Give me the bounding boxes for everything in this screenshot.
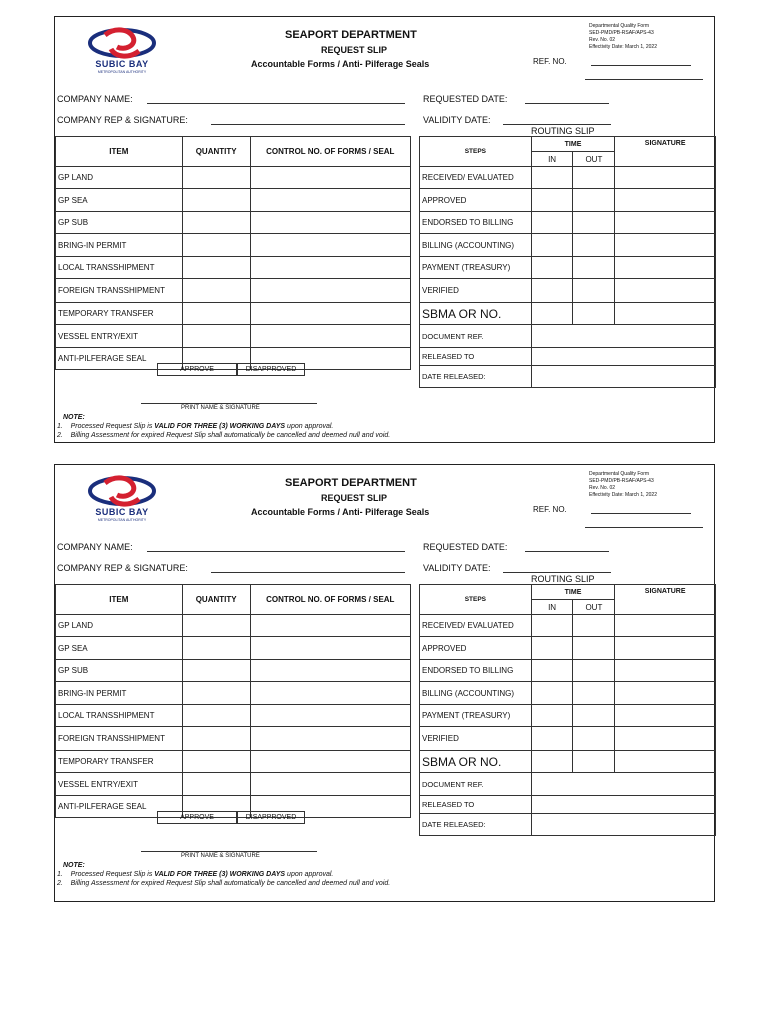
step-label: BILLING (ACCOUNTING) xyxy=(420,682,532,705)
form-meta-line: Rev. No. 02 xyxy=(589,485,616,491)
step-label: ENDORSED TO BILLING xyxy=(420,660,532,682)
ref-no-label: REF. NO. xyxy=(533,57,567,66)
item-name: GP SUB xyxy=(56,660,183,682)
step-value-cell[interactable] xyxy=(531,814,715,836)
quantity-cell[interactable] xyxy=(182,325,250,348)
time-in-cell[interactable] xyxy=(531,637,573,660)
step-label: SBMA OR NO. xyxy=(420,303,532,325)
step-label: DATE RELEASED: xyxy=(420,366,532,388)
quantity-header: QUANTITY xyxy=(182,585,250,615)
signature-cell[interactable] xyxy=(615,660,716,682)
item-name: GP LAND xyxy=(56,615,183,637)
routing-slip-label: ROUTING SLIP xyxy=(531,126,595,136)
item-name: BRING-IN PERMIT xyxy=(56,682,183,705)
step-label: VERIFIED xyxy=(420,279,532,303)
routing-slip-label: ROUTING SLIP xyxy=(531,574,595,584)
logo-subtext: METROPOLITAN AUTHORITY xyxy=(97,518,147,522)
time-out-cell[interactable] xyxy=(573,705,615,727)
step-label: PAYMENT (TREASURY) xyxy=(420,257,532,279)
notes-block xyxy=(57,413,390,440)
time-in-cell[interactable] xyxy=(531,751,573,773)
step-label: ENDORSED TO BILLING xyxy=(420,212,532,234)
note-2-number: 2. xyxy=(57,432,63,439)
time-out-cell[interactable] xyxy=(573,279,615,303)
item-name: BRING-IN PERMIT xyxy=(56,234,183,257)
company-rep-label: COMPANY REP & SIGNATURE: xyxy=(57,563,188,573)
time-in-cell[interactable] xyxy=(531,279,573,303)
control-no-cell[interactable] xyxy=(250,615,410,637)
signature-cell[interactable] xyxy=(615,727,716,751)
time-out-cell[interactable] xyxy=(573,167,615,189)
request-slip-2 xyxy=(54,464,715,902)
company-rep-field[interactable] xyxy=(211,572,405,573)
step-value-cell[interactable] xyxy=(531,325,715,348)
time-out-cell[interactable] xyxy=(573,212,615,234)
quantity-cell[interactable] xyxy=(182,615,250,637)
step-value-cell[interactable] xyxy=(531,348,715,366)
control-no-header: CONTROL NO. OF FORMS / SEAL xyxy=(250,585,410,615)
time-in-cell[interactable] xyxy=(531,212,573,234)
approve-button[interactable]: APPROVE xyxy=(157,811,237,824)
time-out-header: OUT xyxy=(573,152,615,167)
time-out-cell[interactable] xyxy=(573,637,615,660)
ref-no-label: REF. NO. xyxy=(533,505,567,514)
step-label: DATE RELEASED: xyxy=(420,814,532,836)
form-meta-line: Effectivity Date: March 1, 2022 xyxy=(589,44,657,50)
routing-row xyxy=(420,234,716,257)
routing-table xyxy=(419,584,716,836)
quantity-cell[interactable] xyxy=(182,751,250,773)
time-out-cell[interactable] xyxy=(573,189,615,212)
step-label: PAYMENT (TREASURY) xyxy=(420,705,532,727)
form-meta-line: Departmental Quality Form xyxy=(589,23,650,29)
form-meta-line: Rev. No. 02 xyxy=(589,37,616,43)
time-in-cell[interactable] xyxy=(531,234,573,257)
quantity-cell[interactable] xyxy=(182,189,250,212)
company-rep-label: COMPANY REP & SIGNATURE: xyxy=(57,115,188,125)
validity-date-field[interactable] xyxy=(503,572,611,573)
table-row xyxy=(56,212,411,234)
routing-row xyxy=(420,682,716,705)
step-value-cell[interactable] xyxy=(531,366,715,388)
time-in-cell[interactable] xyxy=(531,727,573,751)
routing-row xyxy=(420,773,716,796)
routing-row xyxy=(420,167,716,189)
time-out-cell[interactable] xyxy=(573,727,615,751)
note-1-emphasis: VALID FOR THREE (3) WORKING DAYS xyxy=(154,423,286,430)
step-label: BILLING (ACCOUNTING) xyxy=(420,234,532,257)
step-label: DOCUMENT REF. xyxy=(420,773,532,796)
routing-row xyxy=(420,212,716,234)
signature-cell[interactable] xyxy=(615,705,716,727)
ref-no-field-2[interactable] xyxy=(585,79,703,80)
routing-row xyxy=(420,615,716,637)
quantity-cell[interactable] xyxy=(182,727,250,751)
control-no-cell[interactable] xyxy=(250,167,410,189)
time-in-cell[interactable] xyxy=(531,615,573,637)
time-out-cell[interactable] xyxy=(573,303,615,325)
item-header: ITEM xyxy=(56,137,183,167)
signature-cell[interactable] xyxy=(615,279,716,303)
note-1-text: Processed Request Slip is xyxy=(70,423,153,430)
step-label: DOCUMENT REF. xyxy=(420,325,532,348)
table-row xyxy=(56,234,411,257)
routing-row xyxy=(420,348,716,366)
logo-wordmark: SUBIC BAY xyxy=(95,59,149,69)
control-no-cell[interactable] xyxy=(250,189,410,212)
time-out-cell[interactable] xyxy=(573,660,615,682)
requested-date-label: REQUESTED DATE: xyxy=(423,542,508,552)
control-no-cell[interactable] xyxy=(250,682,410,705)
note-1-text: Processed Request Slip is xyxy=(70,871,153,878)
signature-line[interactable] xyxy=(141,403,317,404)
item-name: GP SUB xyxy=(56,212,183,234)
signature-cell[interactable] xyxy=(615,751,716,773)
time-out-cell[interactable] xyxy=(573,751,615,773)
time-header: TIME xyxy=(531,137,615,152)
note-2 xyxy=(57,879,390,888)
routing-row xyxy=(420,814,716,836)
item-name: GP SEA xyxy=(56,189,183,212)
signature-header: SIGNATURE xyxy=(615,585,716,615)
table-row xyxy=(56,727,411,751)
time-header: TIME xyxy=(531,585,615,600)
signature-header: SIGNATURE xyxy=(615,137,716,167)
control-no-cell[interactable] xyxy=(250,234,410,257)
routing-row xyxy=(420,705,716,727)
signature-cell[interactable] xyxy=(615,682,716,705)
time-in-cell[interactable] xyxy=(531,303,573,325)
quantity-cell[interactable] xyxy=(182,682,250,705)
item-name: VESSEL ENTRY/EXIT xyxy=(56,325,183,348)
quantity-cell[interactable] xyxy=(182,257,250,279)
step-label: RELEASED TO xyxy=(420,796,532,814)
ref-no-field[interactable] xyxy=(591,65,691,66)
request-slip-1 xyxy=(54,16,715,443)
control-no-cell[interactable] xyxy=(250,212,410,234)
department-title: SEAPORT DEPARTMENT xyxy=(285,477,417,489)
note-2-number: 2. xyxy=(57,880,63,887)
items-table xyxy=(55,584,411,818)
requested-date-field[interactable] xyxy=(525,551,609,552)
routing-row xyxy=(420,366,716,388)
control-no-cell[interactable] xyxy=(250,325,410,348)
step-value-cell[interactable] xyxy=(531,773,715,796)
item-name: GP LAND xyxy=(56,167,183,189)
company-rep-field[interactable] xyxy=(211,124,405,125)
table-row xyxy=(56,167,411,189)
ref-no-field-2[interactable] xyxy=(585,527,703,528)
quantity-cell[interactable] xyxy=(182,212,250,234)
note-1-tail: upon approval. xyxy=(287,423,334,430)
time-in-cell[interactable] xyxy=(531,257,573,279)
note-1-emphasis: VALID FOR THREE (3) WORKING DAYS xyxy=(154,871,286,878)
logo-wordmark: SUBIC BAY xyxy=(95,507,149,517)
signature-cell[interactable] xyxy=(615,303,716,325)
company-name-label: COMPANY NAME: xyxy=(57,542,133,552)
time-out-header: OUT xyxy=(573,600,615,615)
step-label: RECEIVED/ EVALUATED xyxy=(420,167,532,189)
logo-emblem-icon xyxy=(87,473,157,509)
print-name-label: PRINT NAME & SIGNATURE xyxy=(181,405,260,411)
table-row xyxy=(56,637,411,660)
note-2 xyxy=(57,431,390,440)
step-label: RECEIVED/ EVALUATED xyxy=(420,615,532,637)
signature-cell[interactable] xyxy=(615,257,716,279)
step-label: APPROVED xyxy=(420,189,532,212)
time-in-header: IN xyxy=(531,152,573,167)
table-row xyxy=(56,705,411,727)
control-no-cell[interactable] xyxy=(250,705,410,727)
signature-cell[interactable] xyxy=(615,167,716,189)
slip-title: REQUEST SLIP xyxy=(321,45,388,55)
time-in-header: IN xyxy=(531,600,573,615)
department-title: SEAPORT DEPARTMENT xyxy=(285,29,417,41)
quantity-cell[interactable] xyxy=(182,303,250,325)
time-out-cell[interactable] xyxy=(573,682,615,705)
note-2-text: Billing Assessment for expired Request Slip shall automatically be cancelled and deemed null and void. xyxy=(70,880,391,887)
time-in-cell[interactable] xyxy=(531,189,573,212)
item-name: VESSEL ENTRY/EXIT xyxy=(56,773,183,796)
steps-header: STEPS xyxy=(420,137,532,167)
subic-bay-logo xyxy=(87,25,157,79)
control-no-cell[interactable] xyxy=(250,660,410,682)
item-name: ANTI-PILFERAGE SEAL xyxy=(56,796,183,818)
item-name: LOCAL TRANSSHIPMENT xyxy=(56,705,183,727)
table-row xyxy=(56,279,411,303)
print-name-label: PRINT NAME & SIGNATURE xyxy=(181,853,260,859)
table-row xyxy=(56,189,411,212)
time-out-cell[interactable] xyxy=(573,234,615,257)
control-no-cell[interactable] xyxy=(250,257,410,279)
time-out-cell[interactable] xyxy=(573,257,615,279)
item-name: GP SEA xyxy=(56,637,183,660)
routing-row xyxy=(420,303,716,325)
table-row xyxy=(56,325,411,348)
note-1-tail: upon approval. xyxy=(287,871,334,878)
table-row xyxy=(56,773,411,796)
quantity-header: QUANTITY xyxy=(182,137,250,167)
table-row xyxy=(56,303,411,325)
routing-row xyxy=(420,727,716,751)
slip-subtitle: Accountable Forms / Anti- Pilferage Seals xyxy=(251,507,430,517)
item-name: FOREIGN TRANSSHIPMENT xyxy=(56,727,183,751)
routing-row xyxy=(420,325,716,348)
signature-cell[interactable] xyxy=(615,189,716,212)
slip-title: REQUEST SLIP xyxy=(321,493,388,503)
form-meta-line: SED-PMD/PB-RSAF/APS-43 xyxy=(589,478,654,484)
validity-date-label: VALIDITY DATE: xyxy=(423,115,491,125)
notes-title: NOTE: xyxy=(63,414,85,421)
steps-header: STEPS xyxy=(420,585,532,615)
routing-row xyxy=(420,660,716,682)
control-no-cell[interactable] xyxy=(250,773,410,796)
note-1-number: 1. xyxy=(57,423,63,430)
step-label: RELEASED TO xyxy=(420,348,532,366)
time-in-cell[interactable] xyxy=(531,705,573,727)
time-in-cell[interactable] xyxy=(531,682,573,705)
item-name: TEMPORARY TRANSFER xyxy=(56,303,183,325)
quantity-cell[interactable] xyxy=(182,773,250,796)
notes-title: NOTE: xyxy=(63,862,85,869)
company-name-label: COMPANY NAME: xyxy=(57,94,133,104)
requested-date-field[interactable] xyxy=(525,103,609,104)
step-label: SBMA OR NO. xyxy=(420,751,532,773)
routing-row xyxy=(420,279,716,303)
table-row xyxy=(56,682,411,705)
signature-cell[interactable] xyxy=(615,234,716,257)
routing-table xyxy=(419,136,716,388)
requested-date-label: REQUESTED DATE: xyxy=(423,94,508,104)
routing-row xyxy=(420,637,716,660)
note-1 xyxy=(57,870,390,879)
items-table xyxy=(55,136,411,370)
item-name: TEMPORARY TRANSFER xyxy=(56,751,183,773)
ref-no-field[interactable] xyxy=(591,513,691,514)
table-row xyxy=(56,257,411,279)
control-no-cell[interactable] xyxy=(250,279,410,303)
time-in-cell[interactable] xyxy=(531,660,573,682)
disapproved-button[interactable]: DISAPPROVED xyxy=(237,811,305,824)
table-row xyxy=(56,660,411,682)
note-1 xyxy=(57,422,390,431)
form-meta xyxy=(589,23,657,51)
company-name-field[interactable] xyxy=(147,103,405,104)
item-header: ITEM xyxy=(56,585,183,615)
note-2-text: Billing Assessment for expired Request Slip shall automatically be cancelled and deemed null and void. xyxy=(70,432,391,439)
routing-row xyxy=(420,751,716,773)
quantity-cell[interactable] xyxy=(182,234,250,257)
table-row xyxy=(56,751,411,773)
quantity-cell[interactable] xyxy=(182,660,250,682)
signature-cell[interactable] xyxy=(615,637,716,660)
slip-subtitle: Accountable Forms / Anti- Pilferage Seals xyxy=(251,59,430,69)
step-value-cell[interactable] xyxy=(531,796,715,814)
routing-row xyxy=(420,796,716,814)
signature-line[interactable] xyxy=(141,851,317,852)
table-row xyxy=(56,615,411,637)
control-no-cell[interactable] xyxy=(250,751,410,773)
subic-bay-logo xyxy=(87,473,157,527)
control-no-cell[interactable] xyxy=(250,637,410,660)
form-meta-line: Departmental Quality Form xyxy=(589,471,650,477)
form-meta-line: SED-PMD/PB-RSAF/APS-43 xyxy=(589,30,654,36)
control-no-cell[interactable] xyxy=(250,303,410,325)
signature-cell[interactable] xyxy=(615,615,716,637)
quantity-cell[interactable] xyxy=(182,705,250,727)
routing-row xyxy=(420,257,716,279)
item-name: ANTI-PILFERAGE SEAL xyxy=(56,348,183,370)
routing-row xyxy=(420,189,716,212)
item-name: FOREIGN TRANSSHIPMENT xyxy=(56,279,183,303)
quantity-cell[interactable] xyxy=(182,279,250,303)
time-out-cell[interactable] xyxy=(573,615,615,637)
step-label: APPROVED xyxy=(420,637,532,660)
notes-block xyxy=(57,861,390,888)
company-name-field[interactable] xyxy=(147,551,405,552)
validity-date-label: VALIDITY DATE: xyxy=(423,563,491,573)
time-in-cell[interactable] xyxy=(531,167,573,189)
validity-date-field[interactable] xyxy=(503,124,611,125)
logo-subtext: METROPOLITAN AUTHORITY xyxy=(97,70,147,74)
control-no-cell[interactable] xyxy=(250,727,410,751)
quantity-cell[interactable] xyxy=(182,167,250,189)
signature-cell[interactable] xyxy=(615,212,716,234)
item-name: LOCAL TRANSSHIPMENT xyxy=(56,257,183,279)
note-1-number: 1. xyxy=(57,871,63,878)
logo-emblem-icon xyxy=(87,25,157,61)
form-meta-line: Effectivity Date: March 1, 2022 xyxy=(589,492,657,498)
control-no-header: CONTROL NO. OF FORMS / SEAL xyxy=(250,137,410,167)
form-meta xyxy=(589,471,657,499)
quantity-cell[interactable] xyxy=(182,637,250,660)
approve-button[interactable]: APPROVE xyxy=(157,363,237,376)
step-label: VERIFIED xyxy=(420,727,532,751)
disapproved-button[interactable]: DISAPPROVED xyxy=(237,363,305,376)
